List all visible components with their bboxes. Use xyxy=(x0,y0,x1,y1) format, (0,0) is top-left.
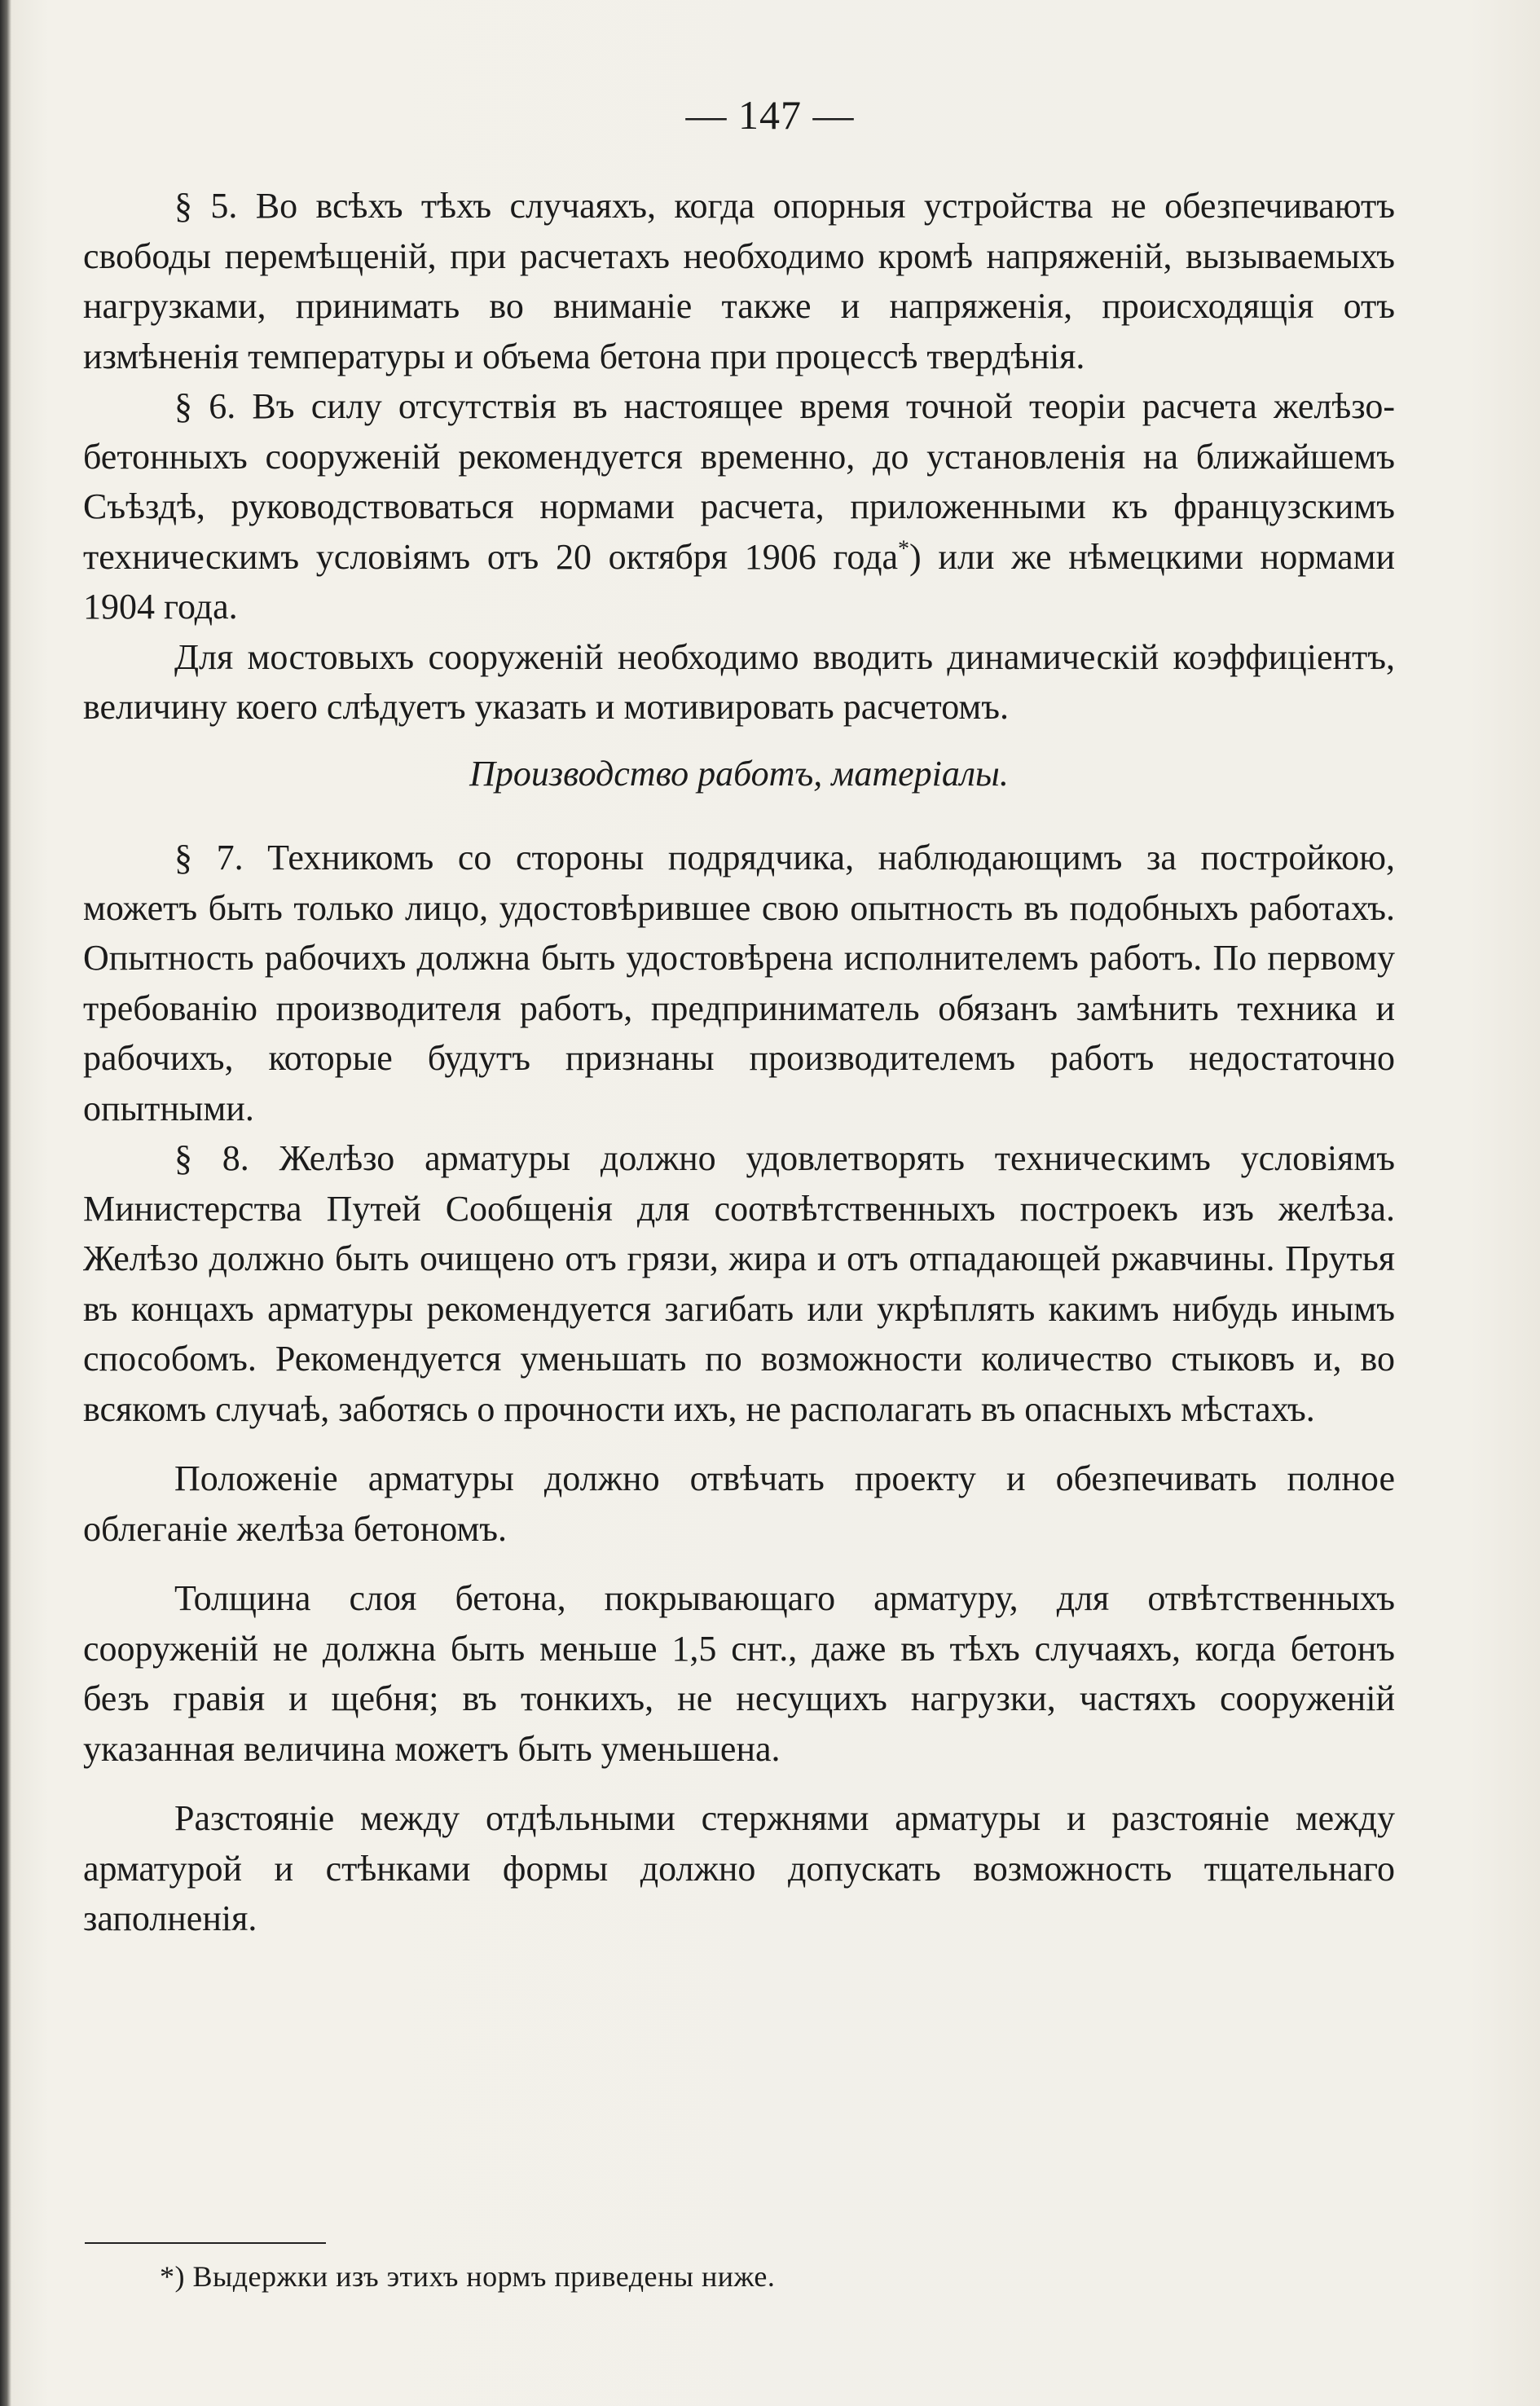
footnote-text: Выдержки изъ этихъ нормъ приведены ниже. xyxy=(192,2260,776,2293)
paragraph-dynamic-coefficient: Для мостовыхъ сооруженiй необходимо вводить динамическiй коэффицiентъ, величину коего слѣдуетъ указать и мотивировать расчетомъ. xyxy=(83,636,1395,727)
section-heading: Производство работъ, матерiалы. xyxy=(469,753,1009,794)
footnote-marker: *) xyxy=(160,2260,185,2293)
page-number: — 147 — xyxy=(685,92,855,138)
footnote xyxy=(160,2257,775,2296)
paragraph-reinforcement-position: Положенiе арматуры должно отвѣчать проекту и обезпечивать полное облеганiе желѣза бетономъ. xyxy=(83,1458,1395,1549)
paragraph-section-7: § 7. Техникомъ со стороны подрядчика, наблюдающимъ за постройкою, можетъ быть только лицо, удостовѣрившее свою опытность въ подобныхъ работахъ. Опытность рабочихъ должна быть удостовѣрена исполнителемъ работъ. По первому требованiю производителя работъ, предприниматель обязанъ замѣнить техника и рабочихъ, которые будутъ признаны производителемъ работъ недостаточно опытными. xyxy=(83,838,1395,1128)
paragraph-section-6 xyxy=(83,381,1395,632)
paragraph-section-8: § 8. Желѣзо арматуры должно удовлетворять техническимъ условiямъ Министерства Путей Сообщенiя для соотвѣтственныхъ построекъ изъ желѣза. Желѣзо должно быть очищено отъ грязи, жира и отъ отпадающей ржавчины. Прутья въ концахъ арматуры рекомендуется загибать или укрѣплять какимъ нибудь инымъ способомъ. Рекомендуется уменьшать по возможности количество стыковъ и, во всякомъ случаѣ, заботясь о прочности ихъ, не располагать въ опасныхъ мѣстахъ. xyxy=(83,1138,1395,1429)
paragraph-concrete-cover: Толщина слоя бетона, покрывающаго арматуру, для отвѣтственныхъ сооруженiй не должна быть меньше 1,5 снт., даже въ тѣхъ случаяхъ, когда бетонъ безъ гравiя и щебня; въ тонкихъ, не несущихъ нагрузки, частяхъ сооруженiй указанная величина можетъ быть уменьшена. xyxy=(83,1578,1395,1769)
binding-edge xyxy=(0,0,11,2406)
footnote-reference: * xyxy=(898,535,910,561)
paragraph-section-6-text: § 6. Въ силу отсутствiя въ настоящее время точной теорiи расчета желѣзо-бетонныхъ сооруженiй рекомендуется временно, до установленiя на ближайшемъ Съѣздѣ, руководствоваться нормами расчета, приложенными къ французскимъ техническимъ условiямъ отъ 20 октября 1906 года xyxy=(83,386,1395,577)
paragraph-section-6-tail: ) или же нѣмецкими нормами 1904 года. xyxy=(83,536,1396,627)
body-text xyxy=(83,181,1395,1944)
footnote-divider xyxy=(85,2242,326,2244)
paragraph-section-5: § 5. Во всѣхъ тѣхъ случаяхъ, когда опорныя устройства не обезпечиваютъ свободы перемѣщенiй, при расчетахъ необходимо кромѣ напряженiй, вызываемыхъ нагрузками, принимать во вниманiе также и напряженiя, происходящiя отъ измѣненiя температуры и объема бетона при процессѣ твердѣнiя. xyxy=(83,186,1395,376)
paragraph-bar-spacing: Разстоянiе между отдѣльными стержнями арматуры и разстоянiе между арматурой и стѣнками формы должно допускать возможность тщательнаго заполненiя. xyxy=(83,1798,1395,1938)
